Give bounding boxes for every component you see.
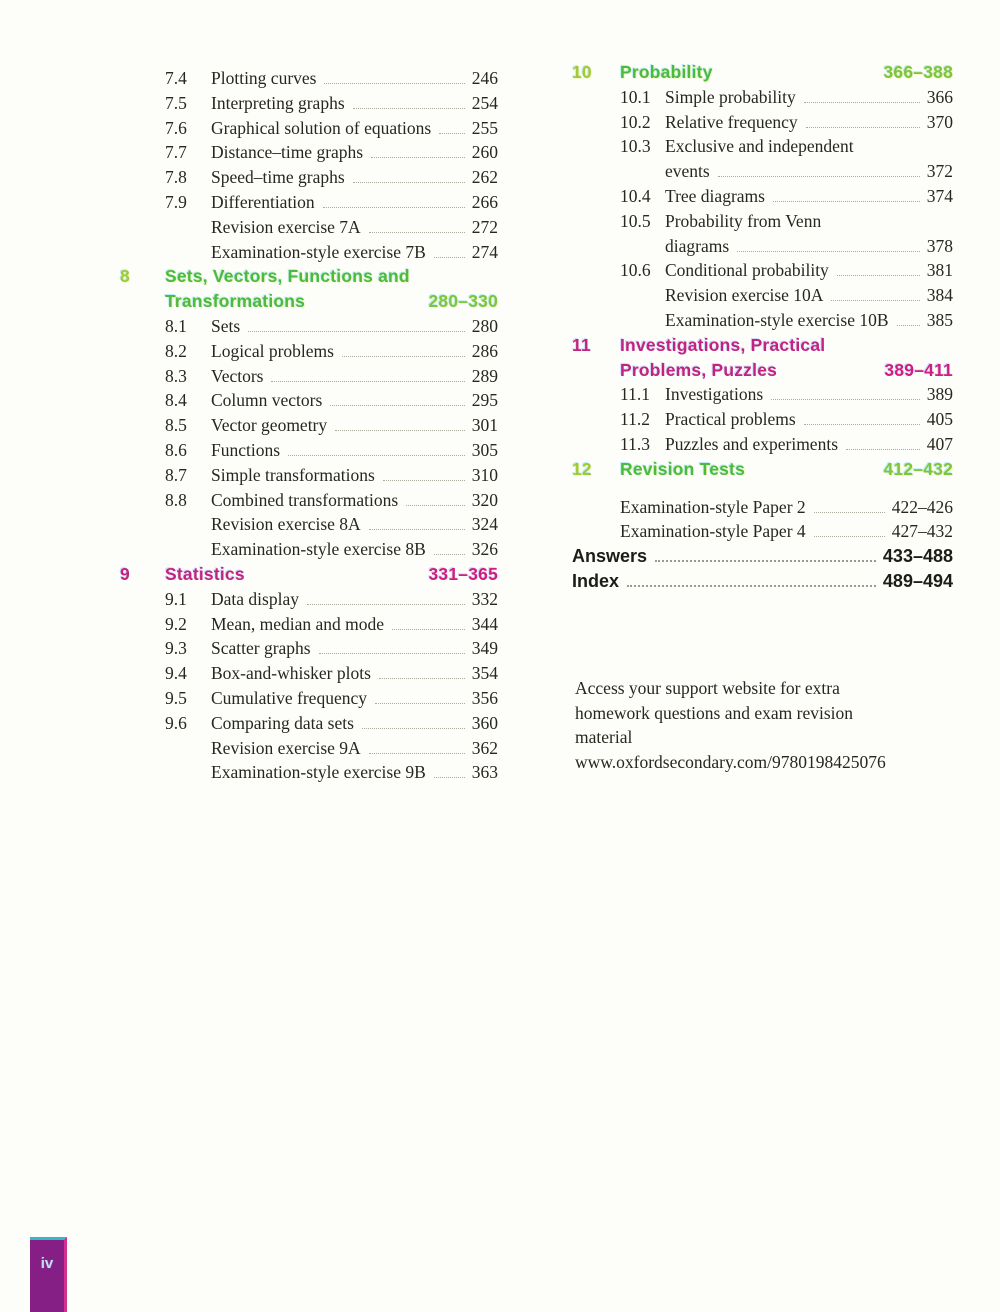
chapter-block bbox=[120, 68, 498, 266]
leader-line bbox=[392, 629, 465, 630]
toc-entry bbox=[120, 688, 498, 713]
toc-entry bbox=[572, 211, 953, 236]
toc-entry bbox=[120, 638, 498, 663]
leader-line bbox=[335, 430, 465, 431]
leader-line bbox=[831, 300, 919, 301]
page-number: 366 bbox=[926, 86, 953, 107]
toc-entry bbox=[120, 118, 498, 143]
entry-title: Probability from Venn bbox=[665, 210, 822, 231]
entry-title: Investigations bbox=[665, 384, 764, 405]
toc-entry bbox=[572, 112, 953, 137]
chapter-entries bbox=[572, 497, 953, 547]
section-number: 9.4 bbox=[165, 663, 187, 684]
leader-line bbox=[342, 356, 465, 357]
toc-entry bbox=[120, 713, 498, 738]
section-number: 8.4 bbox=[165, 390, 187, 411]
chapter-title: Revision Tests bbox=[620, 458, 746, 479]
page-number: 372 bbox=[926, 161, 953, 182]
section-number: 10.6 bbox=[620, 260, 651, 281]
leader-line bbox=[737, 251, 920, 252]
chapter-title: Probability bbox=[620, 62, 713, 82]
toc-entry bbox=[572, 521, 953, 546]
leader-line bbox=[323, 207, 465, 208]
toc-entry bbox=[572, 136, 953, 161]
entry-title: Plotting curves bbox=[211, 68, 317, 88]
section-number: 7.9 bbox=[165, 191, 187, 212]
toc-entry bbox=[120, 440, 498, 465]
chapter-entries bbox=[572, 384, 953, 458]
leader-line bbox=[655, 560, 876, 562]
entry-title: Relative frequency bbox=[665, 111, 798, 132]
toc-left-column bbox=[120, 68, 498, 787]
toc-entry bbox=[572, 161, 953, 186]
page-number: 360 bbox=[471, 712, 498, 733]
section-number: 10.5 bbox=[620, 210, 651, 231]
section-number: 10.1 bbox=[620, 86, 651, 107]
toc-entry bbox=[572, 384, 953, 409]
leader-line bbox=[369, 232, 465, 233]
page-number-label: iv bbox=[40, 1255, 54, 1272]
section-number: 7.5 bbox=[165, 92, 187, 113]
chapter-entries bbox=[120, 589, 498, 787]
leader-line bbox=[319, 653, 465, 654]
chapter-entries bbox=[120, 316, 498, 564]
leader-line bbox=[814, 512, 885, 513]
page-number: 362 bbox=[471, 737, 498, 758]
leader-line bbox=[627, 585, 876, 587]
entry-title: Conditional probability bbox=[665, 260, 829, 281]
leader-line bbox=[814, 536, 885, 537]
chapter-entries bbox=[120, 68, 498, 266]
leader-line bbox=[369, 529, 465, 530]
toc-entry bbox=[120, 490, 498, 515]
page-number: 332 bbox=[471, 588, 498, 609]
chapter-heading bbox=[572, 62, 953, 87]
page-number: 305 bbox=[471, 439, 498, 460]
chapter-page-range: 366–388 bbox=[883, 62, 953, 82]
page-number: 385 bbox=[926, 309, 953, 330]
chapter-block bbox=[120, 266, 498, 564]
page-number: 326 bbox=[471, 539, 498, 560]
section-number: 9.2 bbox=[165, 613, 187, 634]
chapter-number: 9 bbox=[120, 563, 130, 584]
leader-line bbox=[771, 399, 920, 400]
page-number: 286 bbox=[471, 340, 498, 361]
page-number: 389 bbox=[926, 384, 953, 405]
page-number: 405 bbox=[926, 409, 953, 430]
section-number: 10.2 bbox=[620, 111, 651, 132]
leader-line bbox=[439, 133, 465, 134]
leader-line bbox=[804, 102, 920, 103]
toc-entry bbox=[120, 142, 498, 167]
entry-title: Speed–time graphs bbox=[211, 167, 345, 188]
note-line: Access your support website for extra bbox=[575, 678, 840, 698]
toc-entry bbox=[572, 310, 953, 335]
entry-title: Functions bbox=[211, 439, 281, 460]
entry-title: Graphical solution of equations bbox=[211, 117, 432, 138]
leader-line bbox=[362, 728, 465, 729]
section-number: 8.3 bbox=[165, 365, 187, 386]
toc-entry bbox=[120, 465, 498, 490]
section-number: 8.7 bbox=[165, 464, 187, 485]
entry-title: Scatter graphs bbox=[211, 638, 311, 659]
chapter-block bbox=[572, 459, 953, 546]
page-number: 427–432 bbox=[891, 521, 953, 542]
page-number: 378 bbox=[926, 235, 953, 256]
chapter-page-range: 412–432 bbox=[883, 458, 953, 479]
toc-entry bbox=[572, 186, 953, 211]
chapter-number: 10 bbox=[572, 62, 592, 82]
section-number: 7.8 bbox=[165, 167, 187, 188]
page-number: 422–426 bbox=[891, 496, 953, 517]
entry-title: diagrams bbox=[665, 235, 730, 256]
leader-line bbox=[375, 703, 465, 704]
entry-title: Examination-style exercise 7B bbox=[211, 241, 426, 262]
section-number: 8.1 bbox=[165, 315, 187, 336]
page-number: 246 bbox=[471, 68, 498, 88]
chapter-heading bbox=[572, 360, 953, 385]
toc-entry bbox=[572, 260, 953, 285]
entry-title: Mean, median and mode bbox=[211, 613, 385, 634]
leader-line bbox=[353, 182, 465, 183]
leader-line bbox=[806, 127, 920, 128]
entry-title: Sets bbox=[211, 315, 241, 336]
leader-line bbox=[837, 275, 920, 276]
leader-line bbox=[248, 331, 465, 332]
chapter-title: Statistics bbox=[165, 563, 245, 584]
toc-entry bbox=[120, 68, 498, 93]
toc-entry bbox=[572, 434, 953, 459]
leader-line bbox=[434, 554, 465, 555]
leader-line bbox=[406, 505, 465, 506]
chapter-number: 12 bbox=[572, 458, 592, 479]
page-number: 349 bbox=[471, 638, 498, 659]
leader-line bbox=[897, 325, 920, 326]
entry-title: Simple probability bbox=[665, 86, 796, 107]
page-number: 407 bbox=[926, 433, 953, 454]
entry-title: Examination-style exercise 9B bbox=[211, 762, 426, 783]
leader-line bbox=[804, 424, 920, 425]
toc-entry bbox=[120, 415, 498, 440]
toc-entry bbox=[572, 285, 953, 310]
chapter-title: Sets, Vectors, Functions and bbox=[165, 266, 410, 287]
leader-line bbox=[846, 449, 920, 450]
page-number: 381 bbox=[926, 260, 953, 281]
chapter-number: 8 bbox=[120, 266, 130, 287]
chapter-page-range: 280–330 bbox=[428, 291, 498, 312]
toc-entry bbox=[120, 589, 498, 614]
leader-line bbox=[307, 604, 465, 605]
leader-line bbox=[288, 455, 465, 456]
toc-entry bbox=[572, 409, 953, 434]
entry-title: Simple transformations bbox=[211, 464, 375, 485]
page-number: 354 bbox=[471, 663, 498, 684]
chapter-block bbox=[120, 564, 498, 787]
entry-title: Data display bbox=[211, 588, 299, 609]
toc-entry bbox=[572, 497, 953, 522]
page-number: 344 bbox=[471, 613, 498, 634]
leader-line bbox=[434, 777, 465, 778]
support-website-note bbox=[575, 676, 925, 774]
entry-title: Puzzles and experiments bbox=[665, 433, 839, 454]
entry-title: Column vectors bbox=[211, 390, 323, 411]
toc-entry bbox=[120, 390, 498, 415]
chapter-heading bbox=[120, 564, 498, 589]
entry-title: Differentiation bbox=[211, 191, 315, 212]
toc-entry bbox=[572, 87, 953, 112]
entry-title: Tree diagrams bbox=[665, 185, 765, 206]
toc-entry bbox=[120, 539, 498, 564]
entry-title: Revision exercise 9A bbox=[211, 737, 361, 758]
leader-line bbox=[324, 83, 464, 84]
section-number: 8.5 bbox=[165, 415, 187, 436]
entry-title: Examination-style Paper 4 bbox=[620, 521, 806, 542]
section-number: 8.8 bbox=[165, 489, 187, 510]
page-number: 255 bbox=[471, 117, 498, 138]
note-line: material bbox=[575, 727, 633, 748]
entry-title: Box-and-whisker plots bbox=[211, 663, 371, 684]
page-number: 310 bbox=[471, 464, 498, 485]
entry-title: Revision exercise 8A bbox=[211, 514, 361, 535]
back-matter-page-range: 433–488 bbox=[882, 546, 953, 567]
note-url: www.oxfordsecondary.com/9780198425076 bbox=[575, 751, 886, 772]
page-number: 324 bbox=[471, 514, 498, 535]
entry-title: Vector geometry bbox=[211, 415, 328, 436]
chapter-heading bbox=[120, 266, 498, 291]
section-number: 9.3 bbox=[165, 638, 187, 659]
section-number: 7.4 bbox=[165, 68, 187, 88]
toc-entry bbox=[120, 366, 498, 391]
page-number: 301 bbox=[471, 415, 498, 436]
leader-line bbox=[330, 405, 464, 406]
leader-line bbox=[271, 381, 464, 382]
toc-entry bbox=[120, 192, 498, 217]
chapter-title: Transformations bbox=[165, 291, 306, 312]
page-number: 374 bbox=[926, 185, 953, 206]
page-number: 320 bbox=[471, 489, 498, 510]
entry-title: Examination-style exercise 8B bbox=[211, 539, 426, 560]
toc-entry bbox=[120, 167, 498, 192]
leader-line bbox=[369, 753, 465, 754]
page-number-tab bbox=[30, 1237, 67, 1312]
page-number: 289 bbox=[471, 365, 498, 386]
section-number: 7.6 bbox=[165, 117, 187, 138]
section-number: 9.1 bbox=[165, 588, 187, 609]
leader-line bbox=[383, 480, 465, 481]
back-matter-label: Answers bbox=[572, 546, 648, 567]
toc-entry bbox=[120, 93, 498, 118]
chapter-title: Investigations, Practical bbox=[620, 334, 826, 355]
chapter-entries bbox=[572, 87, 953, 335]
entry-title: Examination-style Paper 2 bbox=[620, 496, 806, 517]
chapter-number: 11 bbox=[572, 334, 591, 355]
entry-title: Revision exercise 10A bbox=[665, 285, 824, 306]
chapter-title: Problems, Puzzles bbox=[620, 359, 778, 380]
leader-line bbox=[434, 257, 465, 258]
page-number: 274 bbox=[471, 241, 498, 262]
section-number: 10.3 bbox=[620, 136, 651, 157]
page-number: 363 bbox=[471, 762, 498, 783]
page-number: 260 bbox=[471, 142, 498, 163]
entry-title: Distance–time graphs bbox=[211, 142, 364, 163]
section-number: 11.2 bbox=[620, 409, 650, 430]
page-number: 266 bbox=[471, 191, 498, 212]
back-matter-label: Index bbox=[572, 571, 620, 592]
chapter-block bbox=[572, 62, 953, 335]
section-number: 8.6 bbox=[165, 439, 187, 460]
entry-title: Exclusive and independent bbox=[665, 136, 854, 157]
toc-entry bbox=[120, 614, 498, 639]
entry-title: Interpreting graphs bbox=[211, 92, 345, 113]
entry-title: Examination-style exercise 10B bbox=[665, 309, 889, 330]
toc-entry bbox=[120, 762, 498, 787]
back-matter-entry bbox=[572, 571, 953, 596]
chapter-heading bbox=[572, 335, 953, 360]
back-matter-entry bbox=[572, 546, 953, 571]
chapter-page-range: 331–365 bbox=[428, 563, 498, 584]
section-number: 10.4 bbox=[620, 185, 651, 206]
toc-entry bbox=[120, 217, 498, 242]
page-number: 356 bbox=[471, 687, 498, 708]
page-number: 370 bbox=[926, 111, 953, 132]
section-number: 9.6 bbox=[165, 712, 187, 733]
section-number: 9.5 bbox=[165, 687, 187, 708]
page-number: 280 bbox=[471, 315, 498, 336]
chapter-page-range: 389–411 bbox=[884, 359, 953, 380]
leader-line bbox=[773, 201, 920, 202]
page-number: 384 bbox=[926, 285, 953, 306]
leader-line bbox=[371, 157, 465, 158]
entry-title: Vectors bbox=[211, 365, 264, 386]
page-number: 272 bbox=[471, 216, 498, 237]
page-number: 254 bbox=[471, 92, 498, 113]
toc-entry bbox=[120, 738, 498, 763]
entry-title: Practical problems bbox=[665, 409, 796, 430]
section-number: 11.3 bbox=[620, 433, 650, 454]
leader-line bbox=[379, 678, 465, 679]
toc-entry bbox=[120, 242, 498, 267]
entry-title: Revision exercise 7A bbox=[211, 216, 361, 237]
leader-line bbox=[353, 108, 465, 109]
toc-entry bbox=[120, 341, 498, 366]
toc-entry bbox=[572, 236, 953, 261]
entry-title: Cumulative frequency bbox=[211, 687, 367, 708]
section-number: 11.1 bbox=[620, 384, 650, 405]
toc-right-column bbox=[572, 62, 953, 596]
chapter-heading bbox=[572, 459, 953, 484]
chapter-block bbox=[572, 335, 953, 459]
back-matter-page-range: 489–494 bbox=[882, 571, 953, 592]
section-number: 8.2 bbox=[165, 340, 187, 361]
leader-line bbox=[718, 176, 920, 177]
note-line: homework questions and exam revision bbox=[575, 702, 854, 723]
chapter-heading bbox=[120, 291, 498, 316]
toc-entry bbox=[120, 514, 498, 539]
entry-title: Combined transformations bbox=[211, 489, 399, 510]
page-number: 295 bbox=[471, 390, 498, 411]
entry-title: Logical problems bbox=[211, 340, 334, 361]
toc-entry bbox=[120, 316, 498, 341]
entry-title: events bbox=[665, 161, 710, 182]
entry-title: Comparing data sets bbox=[211, 712, 354, 733]
page-number: 262 bbox=[471, 167, 498, 188]
section-number: 7.7 bbox=[165, 142, 187, 163]
toc-entry bbox=[120, 663, 498, 688]
